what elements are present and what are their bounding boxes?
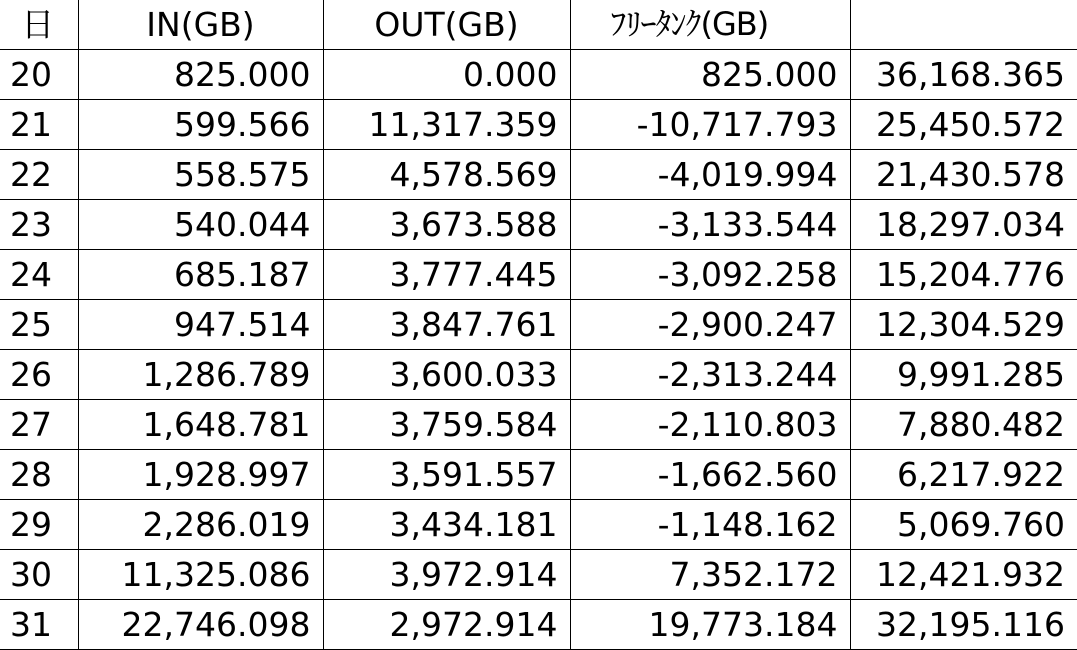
cell-in[interactable]: 825.000 bbox=[78, 50, 323, 100]
cell-free-tank[interactable]: 7,352.172 bbox=[570, 550, 850, 600]
cell-free-tank[interactable]: -2,110.803 bbox=[570, 400, 850, 450]
cell-in[interactable]: 685.187 bbox=[78, 250, 323, 300]
cell-in[interactable]: 540.044 bbox=[78, 200, 323, 250]
cell-free-tank[interactable]: -3,133.544 bbox=[570, 200, 850, 250]
cell-out[interactable]: 3,673.588 bbox=[323, 200, 570, 250]
header-day[interactable]: 日 bbox=[0, 0, 78, 50]
cell-out[interactable]: 3,847.761 bbox=[323, 300, 570, 350]
cell-free-tank[interactable]: -1,662.560 bbox=[570, 450, 850, 500]
cell-in[interactable]: 2,286.019 bbox=[78, 500, 323, 550]
header-balance[interactable] bbox=[850, 0, 1077, 50]
table-row bbox=[0, 150, 1077, 200]
cell-in[interactable]: 599.566 bbox=[78, 100, 323, 150]
cell-out[interactable]: 11,317.359 bbox=[323, 100, 570, 150]
cell-balance[interactable]: 5,069.760 bbox=[850, 500, 1077, 550]
cell-in[interactable]: 22,746.098 bbox=[78, 600, 323, 650]
cell-out[interactable]: 3,434.181 bbox=[323, 500, 570, 550]
cell-out[interactable]: 2,972.914 bbox=[323, 600, 570, 650]
cell-free-tank[interactable]: -1,148.162 bbox=[570, 500, 850, 550]
header-out[interactable]: OUT(GB) bbox=[323, 0, 570, 50]
table-row bbox=[0, 450, 1077, 500]
cell-out[interactable]: 3,600.033 bbox=[323, 350, 570, 400]
cell-day[interactable]: 30 bbox=[0, 550, 78, 600]
cell-in[interactable]: 558.575 bbox=[78, 150, 323, 200]
table-row bbox=[0, 500, 1077, 550]
table-row bbox=[0, 550, 1077, 600]
cell-day[interactable]: 27 bbox=[0, 400, 78, 450]
cell-day[interactable]: 28 bbox=[0, 450, 78, 500]
cell-free-tank[interactable]: 825.000 bbox=[570, 50, 850, 100]
cell-out[interactable]: 4,578.569 bbox=[323, 150, 570, 200]
cell-out[interactable]: 0.000 bbox=[323, 50, 570, 100]
cell-balance[interactable]: 9,991.285 bbox=[850, 350, 1077, 400]
cell-balance[interactable]: 25,450.572 bbox=[850, 100, 1077, 150]
table-row bbox=[0, 50, 1077, 100]
cell-day[interactable]: 31 bbox=[0, 600, 78, 650]
cell-balance[interactable]: 32,195.116 bbox=[850, 600, 1077, 650]
cell-free-tank[interactable]: -4,019.994 bbox=[570, 150, 850, 200]
cell-free-tank[interactable]: -2,900.247 bbox=[570, 300, 850, 350]
cell-balance[interactable]: 12,421.932 bbox=[850, 550, 1077, 600]
cell-free-tank[interactable]: 19,773.184 bbox=[570, 600, 850, 650]
cell-day[interactable]: 21 bbox=[0, 100, 78, 150]
header-free-tank[interactable]: ﾌﾘｰﾀﾝｸ(GB) bbox=[570, 0, 850, 50]
cell-balance[interactable]: 18,297.034 bbox=[850, 200, 1077, 250]
cell-free-tank[interactable]: -10,717.793 bbox=[570, 100, 850, 150]
cell-in[interactable]: 1,928.997 bbox=[78, 450, 323, 500]
cell-in[interactable]: 1,286.789 bbox=[78, 350, 323, 400]
table-row bbox=[0, 250, 1077, 300]
table-row bbox=[0, 300, 1077, 350]
cell-balance[interactable]: 21,430.578 bbox=[850, 150, 1077, 200]
table-row bbox=[0, 400, 1077, 450]
table-row bbox=[0, 200, 1077, 250]
cell-balance[interactable]: 36,168.365 bbox=[850, 50, 1077, 100]
header-in[interactable]: IN(GB) bbox=[78, 0, 323, 50]
header-row bbox=[0, 0, 1077, 50]
cell-in[interactable]: 11,325.086 bbox=[78, 550, 323, 600]
cell-day[interactable]: 24 bbox=[0, 250, 78, 300]
cell-day[interactable]: 25 bbox=[0, 300, 78, 350]
cell-balance[interactable]: 12,304.529 bbox=[850, 300, 1077, 350]
cell-out[interactable]: 3,777.445 bbox=[323, 250, 570, 300]
cell-in[interactable]: 947.514 bbox=[78, 300, 323, 350]
cell-day[interactable]: 23 bbox=[0, 200, 78, 250]
cell-out[interactable]: 3,591.557 bbox=[323, 450, 570, 500]
table-row bbox=[0, 350, 1077, 400]
cell-day[interactable]: 22 bbox=[0, 150, 78, 200]
cell-day[interactable]: 20 bbox=[0, 50, 78, 100]
cell-balance[interactable]: 7,880.482 bbox=[850, 400, 1077, 450]
cell-in[interactable]: 1,648.781 bbox=[78, 400, 323, 450]
cell-free-tank[interactable]: -3,092.258 bbox=[570, 250, 850, 300]
cell-out[interactable]: 3,972.914 bbox=[323, 550, 570, 600]
cell-day[interactable]: 29 bbox=[0, 500, 78, 550]
table-row bbox=[0, 100, 1077, 150]
cell-free-tank[interactable]: -2,313.244 bbox=[570, 350, 850, 400]
cell-out[interactable]: 3,759.584 bbox=[323, 400, 570, 450]
table-row bbox=[0, 600, 1077, 650]
table-body bbox=[0, 50, 1077, 650]
cell-day[interactable]: 26 bbox=[0, 350, 78, 400]
cell-balance[interactable]: 15,204.776 bbox=[850, 250, 1077, 300]
cell-balance[interactable]: 6,217.922 bbox=[850, 450, 1077, 500]
